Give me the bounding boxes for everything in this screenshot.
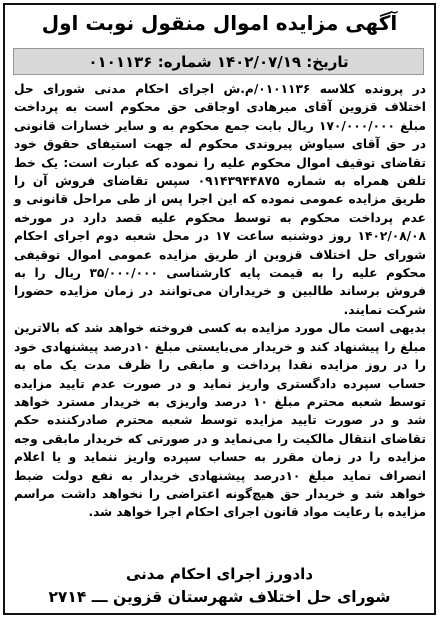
- date-number-bar: [13, 48, 424, 75]
- signature-office: شورای حل اختلاف شهرستان قزوین ـــ ۲۷۱۴: [48, 588, 391, 606]
- date-number-text: تاریخ: ۱۴۰۲/۰۷/۱۹ شماره: ۰۱۰۱۱۳۶: [88, 52, 349, 71]
- body-paragraph-2: بدیهی است مال مورد مزایده به کسی فروخته خواهد شد که بالاترین مبلغ را پیشنهاد کند و خریدار می‌بایستی مبلغ ۱۰درصد پیشنهادی خود را در روز مزایده نقدا پرداخت و مابقی را ظرف مدت یک ماه به حساب سپرده دادگستری واریز نماید و در صورت عدم تایید مزایده توسط شعبه محترم مبلغ ۱۰ درصد واریزی به خریدار مسترد خواهد شد و در صورت تایید مزایده توسط شعبه محترم صادرکننده حکم تقاضای انتقال مالکیت را می‌نماید و در صورتی که خریدار مابقی وجه مزایده را در زمان مقرر به حساب سپرده واریز ننماید و یا اعلام انصراف نماید مبلغ ۱۰درصد پیشنهادی خریدار به نفع دولت ضبط خواهد شد و خریدار حق هیچ‌گونه اعتراضی را نخواهد داشت مراسم مزایده با رعایت مواد قانون اجرای احکام اجرا خواهد شد.: [14, 321, 427, 520]
- body-paragraph-1: در پرونده کلاسه ۰۱۰۱۱۳۶/م.ش اجرای احکام مدنی شورای حل اختلاف قزوین آقای میرهادی اوجاقی حق محکوم است به پرداخت مبلغ ۱۷۰/۰۰۰/۰۰۰ ریال بابت جمع محکوم به و سایر خسارات قانونی در حق آقای سیاوش پیروندی محکوم له جهت استیفای حقوق خود تقاضای توقیف اموال محکوم علیه را نموده که عبارت است: یک خط تلفن همراه به شماره ۰۹۱۴۳۹۴۴۸۷۵ سپس تقاضای فروش آن را طریق مزایده عمومی نموده که این اجرا پس از طی مراحل قانونی و عدم پرداخت محکوم به توسط محکوم علیه قصد دارد در مورخه ۱۴۰۲/۰۸/۰۸ روز دوشنبه ساعت ۱۷ در محل شعبه دوم اجرای احکام شورای حل اختلاف قزوین از طریق مزایده عمومی اموال توقیفی محکوم علیه را به قیمت پایه کارشناسی ۳۵/۰۰۰/۰۰۰ ریال را به فروش برساند طالبین و خریداران می‌توانند در زمان مزایده حضورا شرکت نمایند.: [14, 82, 427, 317]
- signature-title: دادورز اجرای احکام مدنی: [125, 565, 314, 583]
- notice-title: آگهی مزایده اموال منقول نوبت اول: [41, 11, 398, 35]
- notice-body: [14, 80, 426, 522]
- auction-notice: [3, 3, 436, 615]
